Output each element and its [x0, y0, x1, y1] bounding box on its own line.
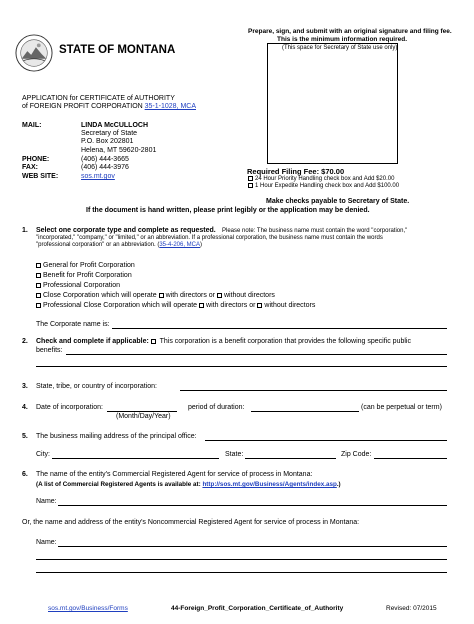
- website-label: WEB SITE:: [22, 173, 59, 180]
- required-filing-fee: Required Filing Fee: $70.00: [247, 167, 345, 176]
- zip-label: Zip Code:: [341, 451, 372, 458]
- mailing-address-field[interactable]: [205, 440, 447, 441]
- corporate-name-field[interactable]: [112, 328, 447, 329]
- statute-link[interactable]: 35-1-1028, MCA: [144, 103, 196, 110]
- benefits-field-2[interactable]: [36, 366, 447, 367]
- pro-close-without-directors-checkbox[interactable]: [257, 303, 262, 308]
- mail-label: MAIL:: [22, 122, 42, 129]
- expedite-checkbox[interactable]: [248, 183, 253, 188]
- forms-link[interactable]: sos.mt.gov/Business/Forms: [48, 605, 128, 612]
- option-benefit: Benefit for Profit Corporation: [36, 272, 132, 281]
- section-3-number: 3.: [22, 383, 28, 390]
- section-1-heading: Select one corporate type and complete as requested.: [36, 227, 216, 234]
- sos-city: Helena, MT 59620-2801: [81, 147, 157, 154]
- city-label: City:: [36, 451, 50, 458]
- noncommercial-agent-name-field[interactable]: [58, 546, 447, 547]
- benefit-checkbox[interactable]: [36, 273, 41, 278]
- application-line-2: of FOREIGN PROFIT CORPORATION 35-1-1028, MCA: [22, 103, 196, 110]
- commercial-agent-label: The name of the entity's Commercial Registered Agent for service of process in Montana:: [36, 471, 313, 478]
- corporate-name-label: The Corporate name is:: [36, 321, 110, 328]
- professional-statute-link[interactable]: 35-4-206, MCA: [159, 242, 201, 248]
- application-line-1: APPLICATION for CERTIFICATE of AUTHORITY: [22, 95, 175, 102]
- mailing-address-label: The business mailing address of the principal office:: [36, 433, 197, 440]
- close-checkbox[interactable]: [36, 293, 41, 298]
- option-general: General for Profit Corporation: [36, 262, 135, 271]
- section-1-note-3: "professional corporation" or an abbreviation. (35-4-206, MCA): [36, 242, 203, 248]
- benefits-field-1[interactable]: [66, 354, 447, 355]
- state-field[interactable]: [245, 458, 336, 459]
- expedite-option: 1 Hour Expedite Handling check box and Add $100.00: [248, 183, 399, 190]
- sos-po-box: P.O. Box 202801: [81, 138, 134, 145]
- sos-name: LINDA McCULLOCH: [81, 122, 149, 129]
- commercial-agent-name-field[interactable]: [58, 505, 447, 506]
- sos-use-box: [267, 43, 398, 164]
- section-2-number: 2.: [22, 338, 28, 345]
- benefits-label: benefits:: [36, 347, 63, 354]
- state-label: State:: [225, 451, 244, 458]
- noncommercial-agent-name-label: Name:: [36, 539, 57, 546]
- commercial-agent-name-label: Name:: [36, 498, 57, 505]
- phone-value: (406) 444-3665: [81, 156, 129, 163]
- priority-checkbox[interactable]: [248, 176, 253, 181]
- perpetual-note: (can be perpetual or term): [361, 404, 442, 411]
- fax-value: (406) 444-3976: [81, 164, 129, 171]
- option-close: Close Corporation which will operate with directors or without directors: [36, 292, 275, 301]
- section-1-note-2: "incorporated," "company," or "limited," or an abbreviation. If a professional corporation, the business name must contain the words: [36, 235, 383, 241]
- state-title: STATE OF MONTANA: [59, 44, 176, 56]
- instructions-line-2: This is the minimum information required.: [277, 36, 408, 43]
- fax-label: FAX:: [22, 164, 38, 171]
- handwritten-note: If the document is hand written, please print legibly or the application may be denied.: [86, 207, 370, 214]
- section-4-number: 4.: [22, 404, 28, 411]
- general-checkbox[interactable]: [36, 263, 41, 268]
- incorporation-date-field[interactable]: [107, 411, 177, 412]
- period-of-duration-field[interactable]: [251, 411, 359, 412]
- city-field[interactable]: [52, 458, 219, 459]
- incorporation-place-label: State, tribe, or country of incorporation:: [36, 383, 158, 390]
- option-professional-close: Professional Close Corporation which will operate with directors or without directors: [36, 302, 315, 311]
- close-with-directors-checkbox[interactable]: [159, 293, 164, 298]
- payable-note: Make checks payable to Secretary of State.: [266, 198, 410, 205]
- agent-list-note: (A list of Commercial Registered Agents is available at: http://sos.mt.gov/Business/Agents/index.asp.): [36, 481, 341, 488]
- noncommercial-agent-address-field-2[interactable]: [36, 572, 447, 573]
- instructions-line-1: Prepare, sign, and submit with an original signature and filing fee.: [248, 28, 452, 35]
- professional-checkbox[interactable]: [36, 283, 41, 288]
- incorporation-date-label: Date of incorporation:: [36, 404, 103, 411]
- revised-date: Revised: 07/2015: [386, 605, 437, 612]
- period-of-duration-label: period of duration:: [188, 404, 245, 411]
- section-5-number: 5.: [22, 433, 28, 440]
- pro-close-with-directors-checkbox[interactable]: [199, 303, 204, 308]
- sos-title: Secretary of State: [81, 130, 138, 137]
- section-1-number: 1.: [22, 227, 28, 234]
- option-professional: Professional Corporation: [36, 282, 120, 291]
- incorporation-place-field[interactable]: [180, 390, 447, 391]
- priority-option: 24 Hour Priority Handling check box and Add $20.00: [248, 176, 394, 183]
- section-1-note-1: Please note: The business name must contain the word "corporation,": [222, 228, 408, 234]
- phone-label: PHONE:: [22, 156, 50, 163]
- montana-state-seal: [15, 34, 53, 72]
- noncommercial-agent-label: Or, the name and address of the entity's Noncommercial Registered Agent for service of process in Montana:: [22, 519, 360, 526]
- website-link[interactable]: sos.mt.gov: [81, 173, 115, 180]
- zip-field[interactable]: [374, 458, 447, 459]
- agent-list-link[interactable]: http://sos.mt.gov/Business/Agents/index.asp: [202, 481, 337, 488]
- form-name: 44-Foreign_Profit_Corporation_Certificate_of_Authority: [171, 605, 344, 612]
- benefit-corp-checkbox[interactable]: [151, 339, 156, 344]
- section-6-number: 6.: [22, 471, 28, 478]
- professional-close-checkbox[interactable]: [36, 303, 41, 308]
- section-2-line: Check and complete if applicable: This corporation is a benefit corporation that provides the following specific public: [36, 338, 411, 345]
- close-without-directors-checkbox[interactable]: [217, 293, 222, 298]
- sos-use-box-label: (This space for Secretary of State use only): [282, 45, 398, 51]
- date-format-hint: (Month/Day/Year): [116, 413, 171, 420]
- noncommercial-agent-address-field-1[interactable]: [36, 559, 447, 560]
